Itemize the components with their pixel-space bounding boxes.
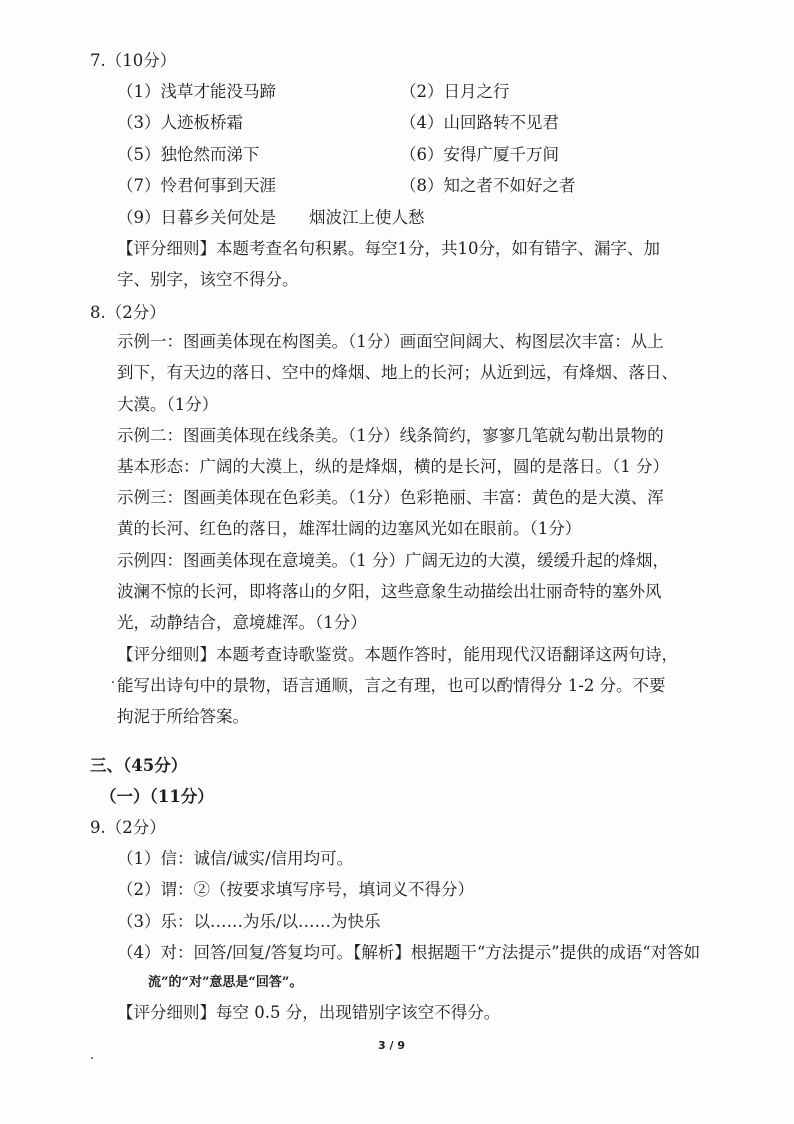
q9-line-2: （2）谓：②（按要求填写序号，填词义不得分）: [117, 880, 474, 899]
q8-line-5: 基本形态：广阔的大漠上，纵的是烽烟，横的是长河，圆的是落日。（1 分）: [117, 457, 669, 476]
q9-line-5: 流”的“对”意思是“回答”。: [148, 975, 303, 990]
q8-line-2: 到下，有天边的落日、空中的烽烟、地上的长河；从近到远，有烽烟、落日、: [117, 363, 678, 382]
q8-line-6: 示例三：图画美体现在色彩美。（1分）色彩艳丽、丰富：黄色的是大漠、浑: [117, 488, 664, 507]
q8-line-7: 黄的长河、红色的落日，雄浑壮阔的边塞风光如在眼前。（1分）: [117, 519, 582, 538]
q8-criteria-line-1: 【评分细则】本题考查诗歌鉴赏。本题作答时，能用现代汉语翻译这两句诗，: [117, 645, 678, 664]
q7-answer-6: （6）安得广厦千万间: [400, 145, 559, 164]
scan-speck: [91, 1057, 93, 1059]
page-number: 3 / 9: [378, 1039, 405, 1052]
q9-criteria: 【评分细则】每空 0.5 分，出现错别字该空不得分。: [117, 1003, 501, 1022]
q9-line-3: （3）乐：以……为乐/以……为快乐: [117, 912, 381, 931]
q9-line-1: （1）信：诚信/诚实/信用均可。: [117, 849, 354, 868]
q9-line-4-main: （4）对：回答/回复/答复均可。【解析】根据题干“方法提示”提供的成语“对答如: [117, 943, 701, 962]
q7-answer-5: （5）独怆然而涕下: [117, 145, 260, 164]
q8-line-1: 示例一：图画美体现在构图美。（1分）画面空间阔大、构图层次丰富：从上: [117, 332, 664, 351]
q8-line-4: 示例二：图画美体现在线条美。（1分）线条简约，寥寥几笔就勾勒出景物的: [117, 426, 664, 445]
q7-answer-1: （1）浅草才能没马蹄: [117, 82, 276, 101]
subsection-title: （一）（11分）: [100, 787, 214, 806]
q7-header: 7.（10分）: [90, 51, 177, 70]
q8-criteria-line-3: 拘泥于所给答案。: [117, 707, 249, 726]
q7-answer-8: （8）知之者不如好之者: [400, 176, 576, 195]
q8-line-10: 光，动静结合，意境雄浑。（1分）: [117, 613, 367, 632]
q7-answer-9: （9）日暮乡关何处是 烟波江上使人愁: [117, 208, 425, 227]
section-title: 三、（45分）: [90, 756, 188, 775]
q8-line-8: 示例四：图画美体现在意境美。（1 分）广阔无边的大漠，缓缓升起的烽烟，: [117, 551, 669, 570]
q7-answer-7: （7）怜君何事到天涯: [117, 176, 276, 195]
q8-header: 8.（2分）: [90, 303, 166, 322]
q7-criteria-line-1: 【评分细则】本题考查名句积累。每空1分，共10分，如有错字、漏字、加: [117, 239, 660, 258]
q9-line-4: [117, 942, 700, 964]
q7-answer-4: （4）山回路转不见君: [400, 113, 559, 132]
q7-answer-2: （2）日月之行: [400, 82, 510, 101]
q9-header: 9.（2分）: [90, 818, 166, 837]
q8-line-9: 波澜不惊的长河，即将落山的夕阳，这些意象生动描绘出壮丽奇特的塞外风: [117, 582, 662, 601]
q7-criteria-line-2: 字、别字，该空不得分。: [117, 270, 299, 289]
scan-speck: [112, 681, 114, 683]
q8-line-3: 大漠。（1分）: [117, 395, 219, 414]
q7-answer-3: （3）人迹板桥霜: [117, 113, 243, 132]
q8-criteria-line-2: 能写出诗句中的景物，语言通顺，言之有理，也可以酌情得分 1-2 分。不要: [117, 676, 666, 695]
